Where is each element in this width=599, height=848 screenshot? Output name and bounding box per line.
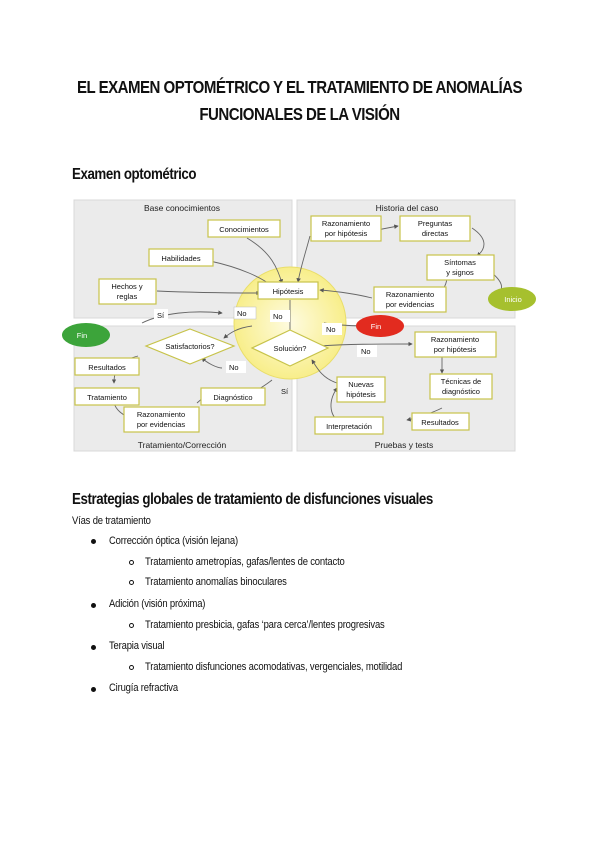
title-line-1: EL EXAMEN OPTOMÉTRICO Y EL TRATAMIENTO DE ANOMALÍAS <box>76 77 523 97</box>
intro-text: Vías de tratamiento <box>72 515 151 527</box>
box-razhip-top-l1: Razonamiento <box>321 219 371 228</box>
box-hechos-l1: Hechos y <box>111 282 143 291</box>
region-label-knowledge: Base conocimientos <box>143 203 221 213</box>
region-label-tests: Pruebas y tests <box>374 440 434 450</box>
box-hechos-l2: reglas <box>116 292 138 301</box>
list-item-terapia: Terapia visual <box>109 640 165 652</box>
box-razhip-top-l2: por hipótesis <box>324 229 368 238</box>
box-razhip-right-l2: por hipótesis <box>433 345 477 354</box>
terminal-fin-red-label: Fin <box>370 322 382 331</box>
bullet-dot <box>91 603 96 608</box>
box-tecnicas-l2: diagnóstico <box>442 387 480 396</box>
sub-item-presbicia: Tratamiento presbicia, gafas ‘para cerca’/lentes progresivas <box>145 619 385 631</box>
sub-item-binoculares: Tratamiento anomalías binoculares <box>145 576 287 588</box>
terminal-inicio-label: Inicio <box>504 295 522 304</box>
box-preguntas-l2: directas <box>421 229 449 238</box>
sub-bullet-circle <box>129 623 134 628</box>
box-razevid-top-l1: Razonamiento <box>385 290 435 299</box>
box-tratamiento: Tratamiento <box>87 393 127 402</box>
box-habilidades: Habilidades <box>161 254 201 263</box>
box-resultados-left: Resultados <box>88 363 126 372</box>
region-label-treatment: Tratamiento/Corrección <box>137 440 227 450</box>
sub-item-ametropias: Tratamiento ametropías, gafas/lentes de contacto <box>145 556 345 568</box>
sub-bullet-circle <box>129 560 134 565</box>
box-resultados-right: Resultados <box>421 418 459 427</box>
edge-label-no-d: No <box>361 347 371 356</box>
bullet-dot <box>91 687 96 692</box>
list-item-cirugia: Cirugía refractiva <box>109 682 178 694</box>
box-razevid-top-l2: por evidencias <box>385 300 435 309</box>
section-heading-exam: Examen optométrico <box>72 166 197 183</box>
edge-label-no-c: No <box>326 325 336 334</box>
document-title <box>76 74 522 128</box>
box-diagnostico: Diagnóstico <box>213 393 253 402</box>
region-label-history: Historia del caso <box>375 203 439 213</box>
sub-item-disfunciones: Tratamiento disfunciones acomodativas, vergenciales, motilidad <box>145 661 403 673</box>
terminal-fin-left-label: Fin <box>76 331 88 340</box>
box-sintomas-l1: Síntomas <box>444 258 476 267</box>
edge-label-si-top: Sí <box>157 311 165 320</box>
optometric-exam-flow-diagram <box>72 198 522 453</box>
box-razhip-right-l1: Razonamiento <box>430 335 480 344</box>
sub-bullet-circle <box>129 580 134 585</box>
box-razevid-bot-l2: por evidencias <box>136 420 186 429</box>
box-tecnicas-l1: Técnicas de <box>440 377 482 386</box>
edge-label-no-a: No <box>237 309 247 318</box>
edge-label-no-e: No <box>229 363 239 372</box>
box-interpretacion: Interpretación <box>326 422 372 431</box>
box-razevid-bot-l1: Razonamiento <box>136 410 186 419</box>
edge-label-no-b: No <box>273 312 283 321</box>
bullet-dot <box>91 539 96 544</box>
box-nuevas-l2: hipótesis <box>346 390 376 399</box>
box-conocimientos: Conocimientos <box>219 225 269 234</box>
title-line-2: FUNCIONALES DE LA VISIÓN <box>199 104 400 124</box>
list-item-correccion: Corrección óptica (visión lejana) <box>109 535 238 547</box>
section-heading-strategies: Estrategias globales de tratamiento de disfunciones visuales <box>72 491 433 508</box>
edge-label-si-bottom: Sí <box>281 387 289 396</box>
sub-bullet-circle <box>129 665 134 670</box>
box-sintomas-l2: y signos <box>446 268 474 277</box>
box-hipotesis: Hipótesis <box>272 287 304 296</box>
box-satisfactorios: Satisfactorios? <box>165 342 215 351</box>
box-preguntas-l1: Preguntas <box>417 219 453 228</box>
box-nuevas-l1: Nuevas <box>348 380 374 389</box>
box-solucion: Solución? <box>273 344 307 353</box>
list-item-adicion: Adición (visión próxima) <box>109 598 206 610</box>
bullet-dot <box>91 645 96 650</box>
